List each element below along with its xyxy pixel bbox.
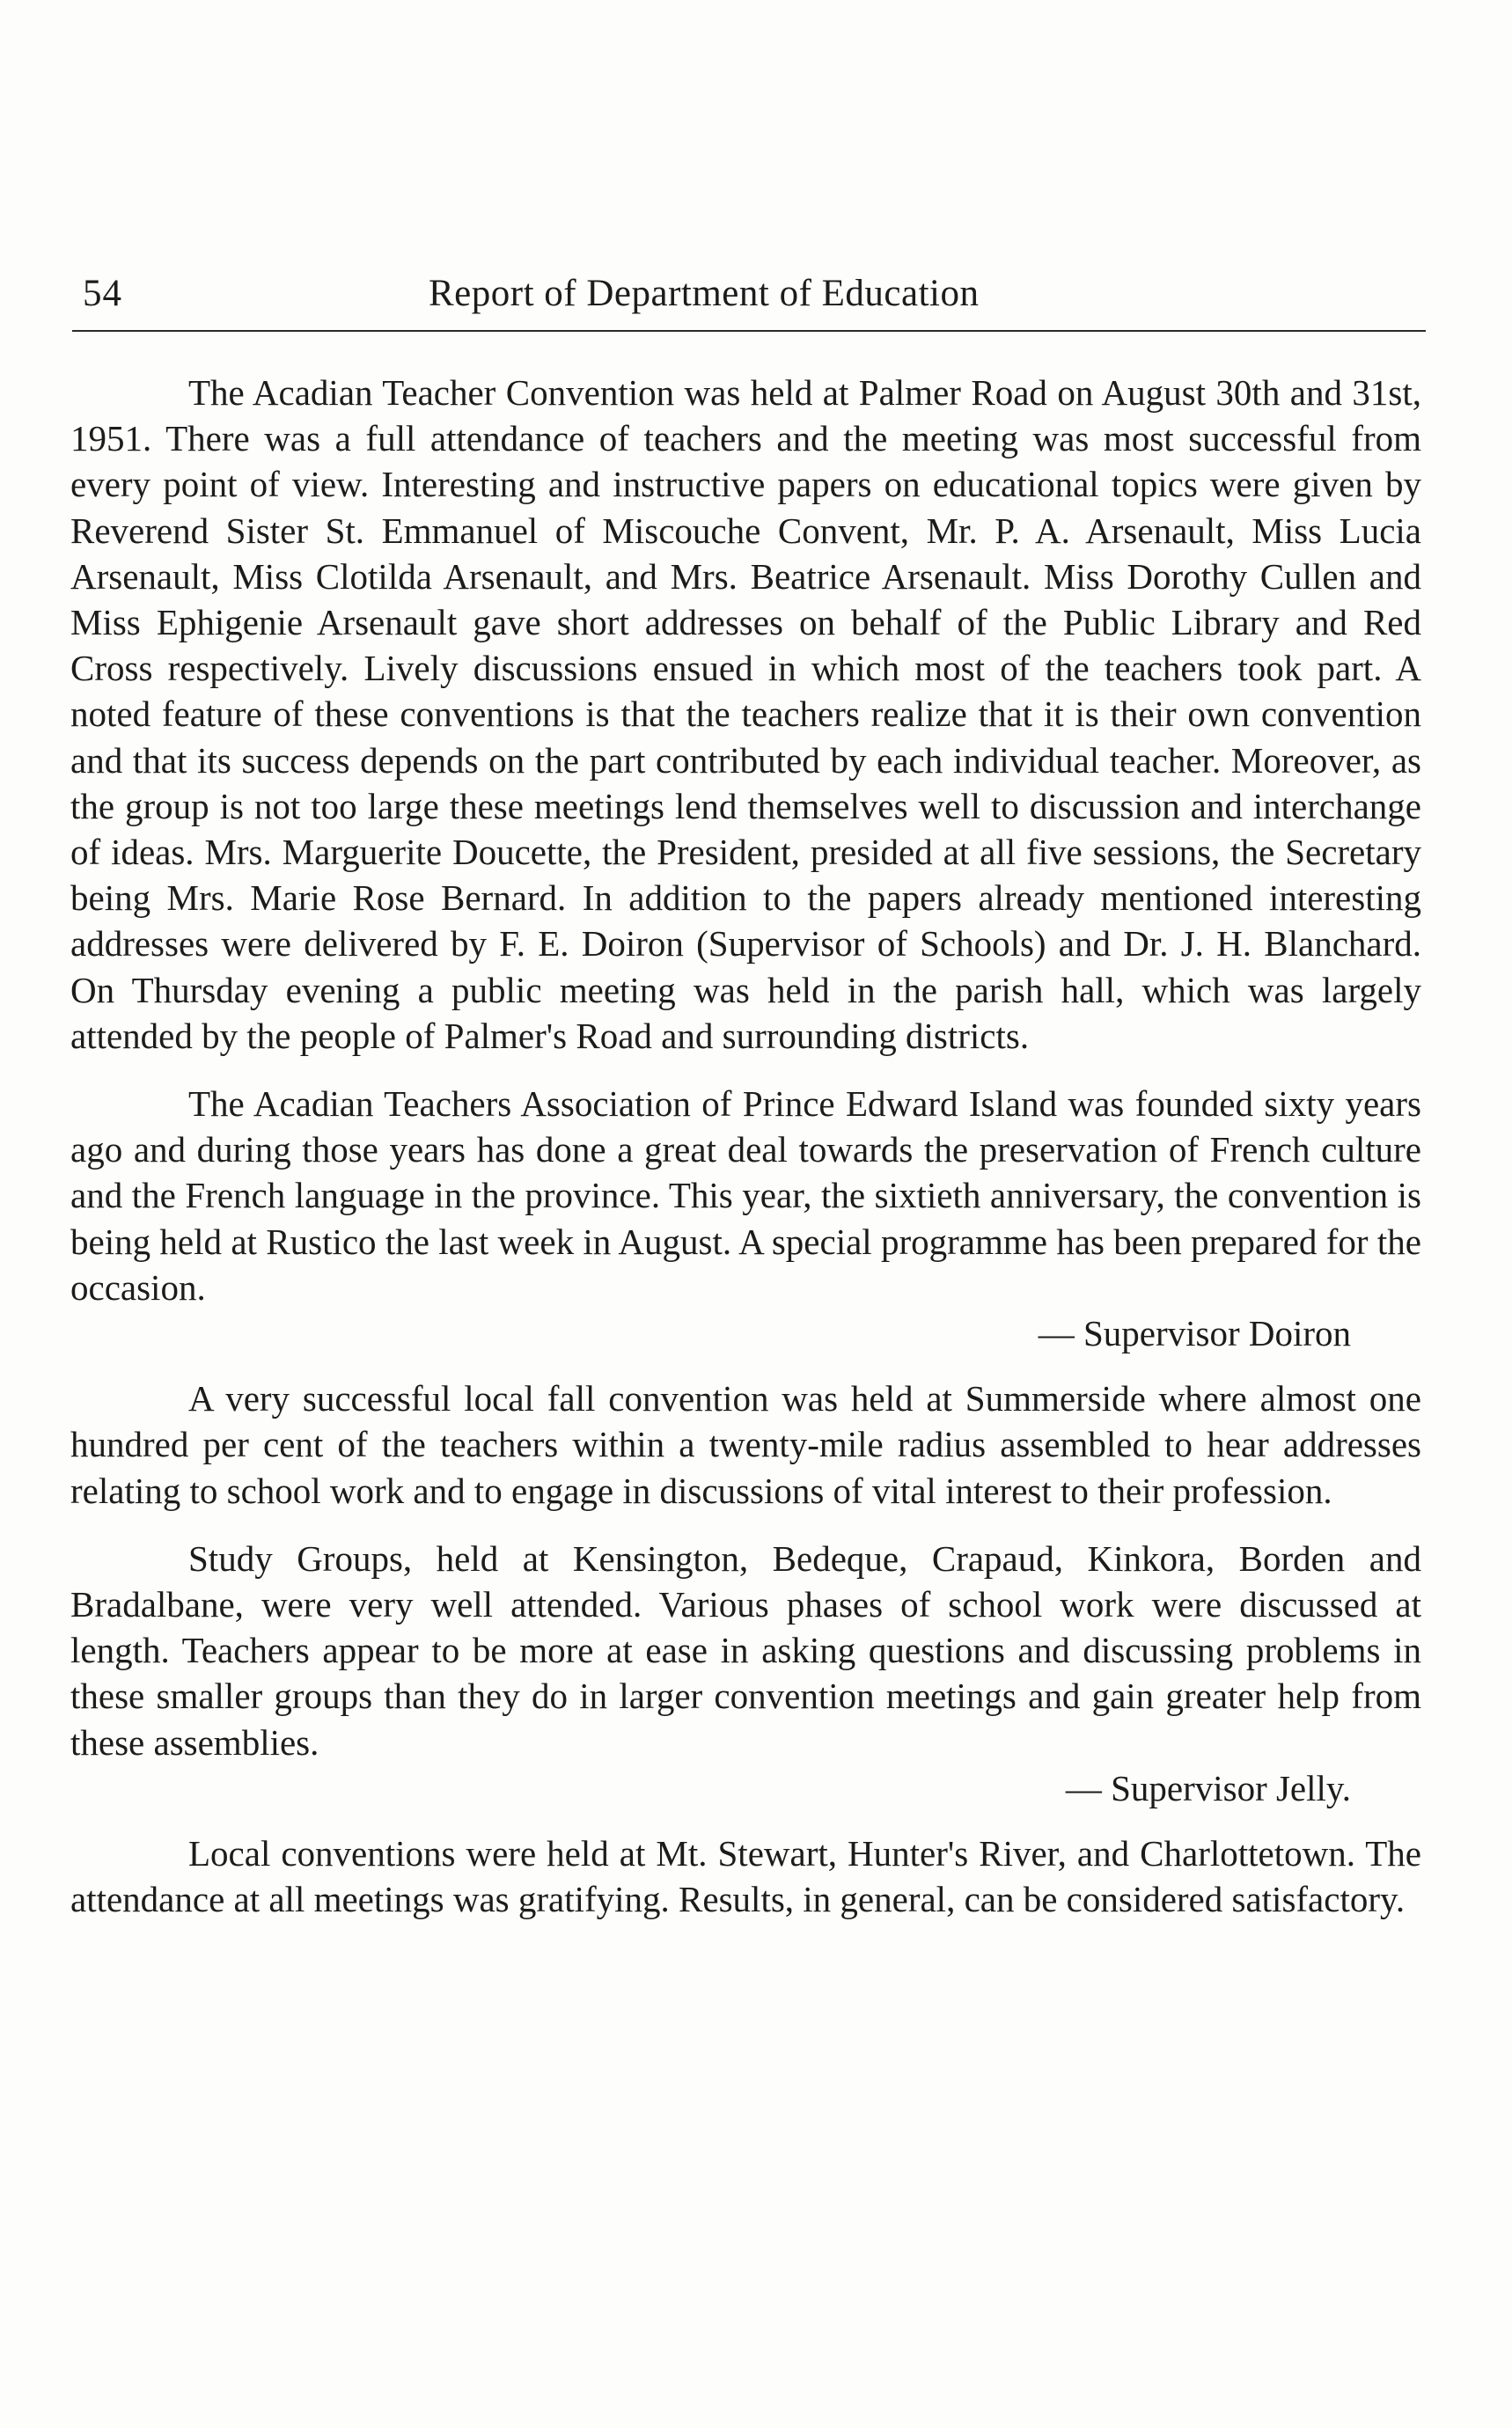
signature-doiron: — Supervisor Doiron xyxy=(1038,1313,1351,1354)
paragraph-study-groups: Study Groups, held at Kensington, Bedeque, Crapaud, Kinkora, Borden and Bradalbane, were very well attended. Various phases of school work were discussed at length. Teachers appear to be more at ease in asking questions and discussing problems in these smaller groups than they do in larger convention meetings and gain greater help from these assemblies. xyxy=(70,1537,1421,1763)
paragraph-local-conventions: Local conventions were held at Mt. Stewart, Hunter's River, and Charlottetown. The attendance at all meetings was gratifying. Results, in general, can be considered satisfactory. xyxy=(70,1833,1421,1920)
page-number: 54 xyxy=(83,273,122,314)
paragraph-acadian-convention: The Acadian Teacher Convention was held at Palmer Road on August 30th and 31st, 1951. There was a full attendance of teachers and the meeting was most successful from every point of view. Interesting and instructive papers on educational topics were given by Reverend Sister St. Emmanuel of Miscouche Convent, Mr. P. A. Arsenault, Miss Lucia Arsenault, Miss Clotilda Arsenault, and Mrs. Beatrice Arsenault. Miss Dorothy Cullen and Miss Ephigenie Arsenault gave short addresses on behalf of the Public Library and Red Cross respectively. Lively discussions ensued in which most of the teachers took part. A noted feature of these conventions is that the teachers realize that it is their own convention and that its success depends on the part contributed by each individual teacher. Moreover, as the group is not too large these meetings lend themselves well to discussion and interchange of ideas. Mrs. Marguerite Doucette, the President, presided at all five sessions, the Secretary being Mrs. Marie Rose Bernard. In addition to the papers already mentioned interesting addresses were delivered by F. E. Doiron (Supervisor of Schools) and Dr. J. H. Blanchard. On Thursday evening a public meeting was held in the parish hall, which was largely attended by the people of Palmer's Road and surrounding districts. xyxy=(70,372,1421,1056)
header-rule xyxy=(72,330,1426,332)
body-text xyxy=(70,370,1421,1945)
signature-jelly: — Supervisor Jelly. xyxy=(1065,1767,1351,1808)
paragraph-acadian-association: The Acadian Teachers Association of Prince Edward Island was founded sixty years ago and during those years has done a great deal towards the preservation of French culture and the French language in the province. This year, the sixtieth anniversary, the convention is being held at Rustico the last week in August. A special programme has been prepared for the occasion. xyxy=(70,1083,1421,1308)
page-header xyxy=(72,268,1426,330)
paragraph-summerside-convention: A very successful local fall convention was held at Summerside where almost one hundred per cent of the teachers within a twenty-mile radius assembled to hear addresses relating to school work and to engage in discussions of vital interest to their profession. xyxy=(70,1378,1421,1511)
running-title: Report of Department of Education xyxy=(429,273,980,314)
